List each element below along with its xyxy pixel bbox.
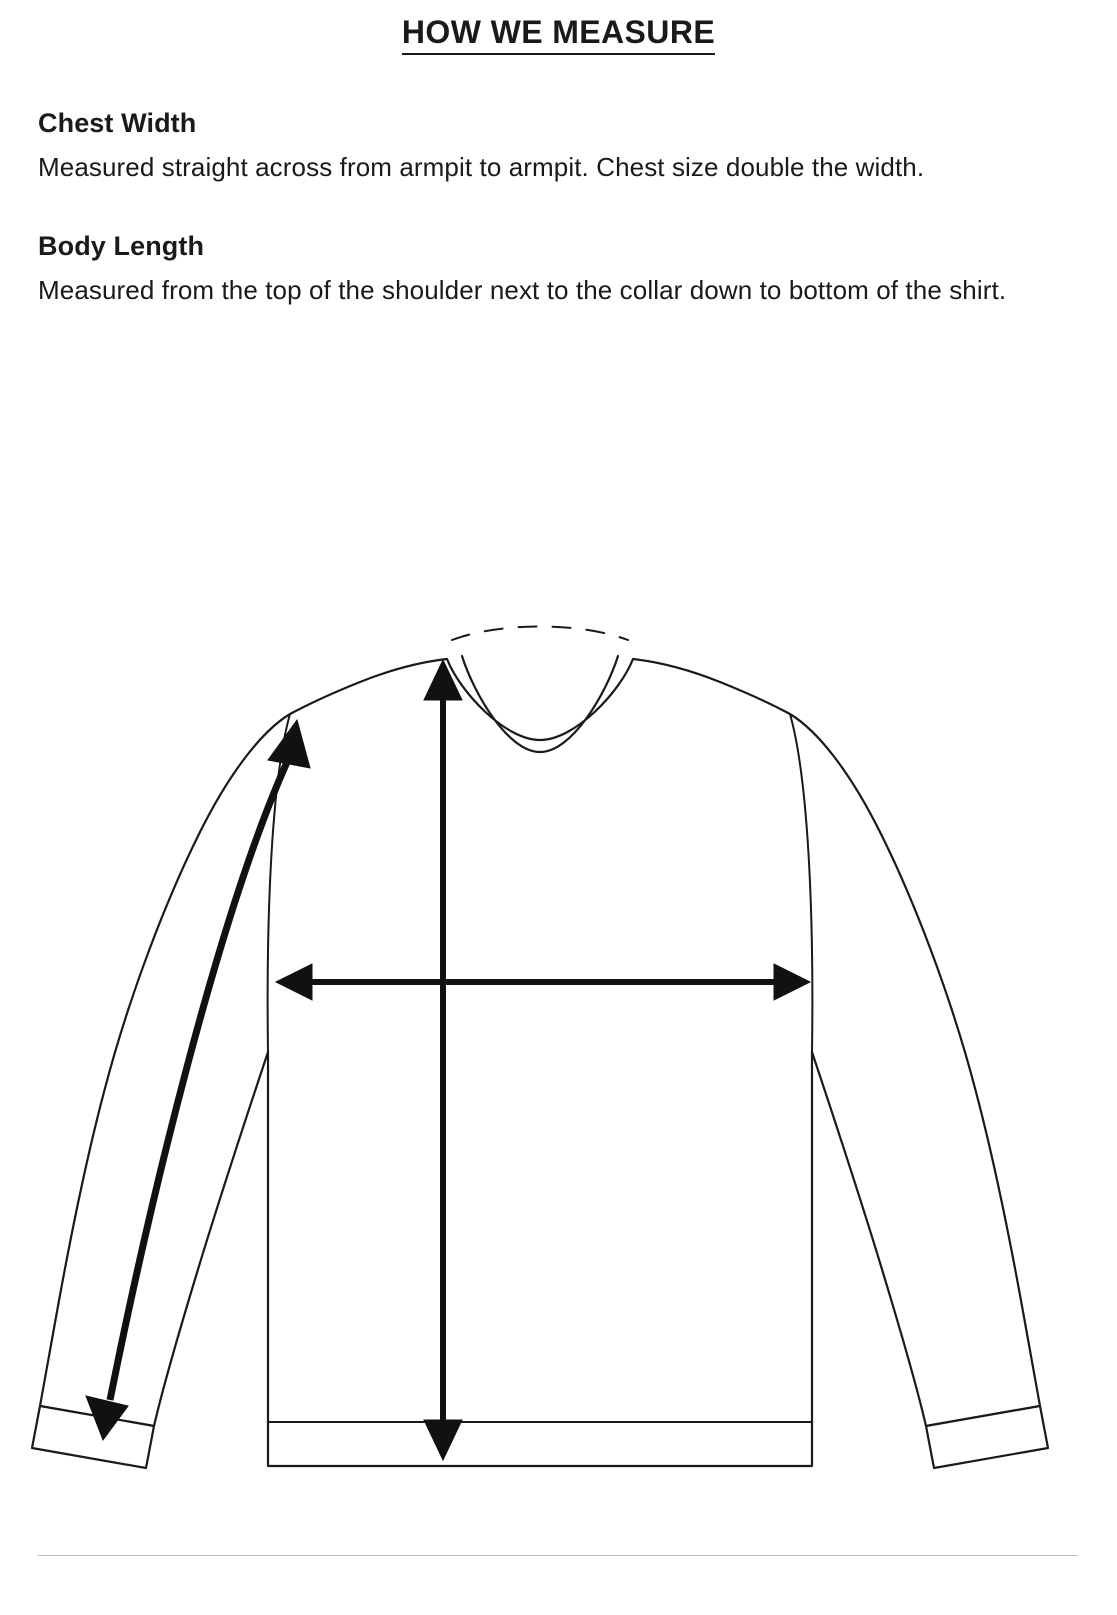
section-heading-body-length: Body Length [38,231,205,262]
shirt-diagram [0,600,1117,1530]
footer-divider [38,1555,1078,1556]
section-spacer [38,187,1048,231]
section-body-chest-width: Measured straight across from armpit to armpit. Chest size double the width. [38,152,925,182]
shirt-outline [32,627,1048,1469]
page-title [0,14,1117,51]
page-title-text: HOW WE MEASURE [402,14,715,55]
collar-back-dashed-line [452,627,628,641]
measurement-instructions [38,108,1048,311]
section-body-length [38,231,1048,310]
shirt-diagram-svg [0,600,1117,1530]
section-body-body-length: Measured from the top of the shoulder next to the collar down to bottom of the shirt. [38,275,1007,306]
section-heading-chest-width: Chest Width [38,108,197,138]
section-chest-width [38,108,1048,187]
